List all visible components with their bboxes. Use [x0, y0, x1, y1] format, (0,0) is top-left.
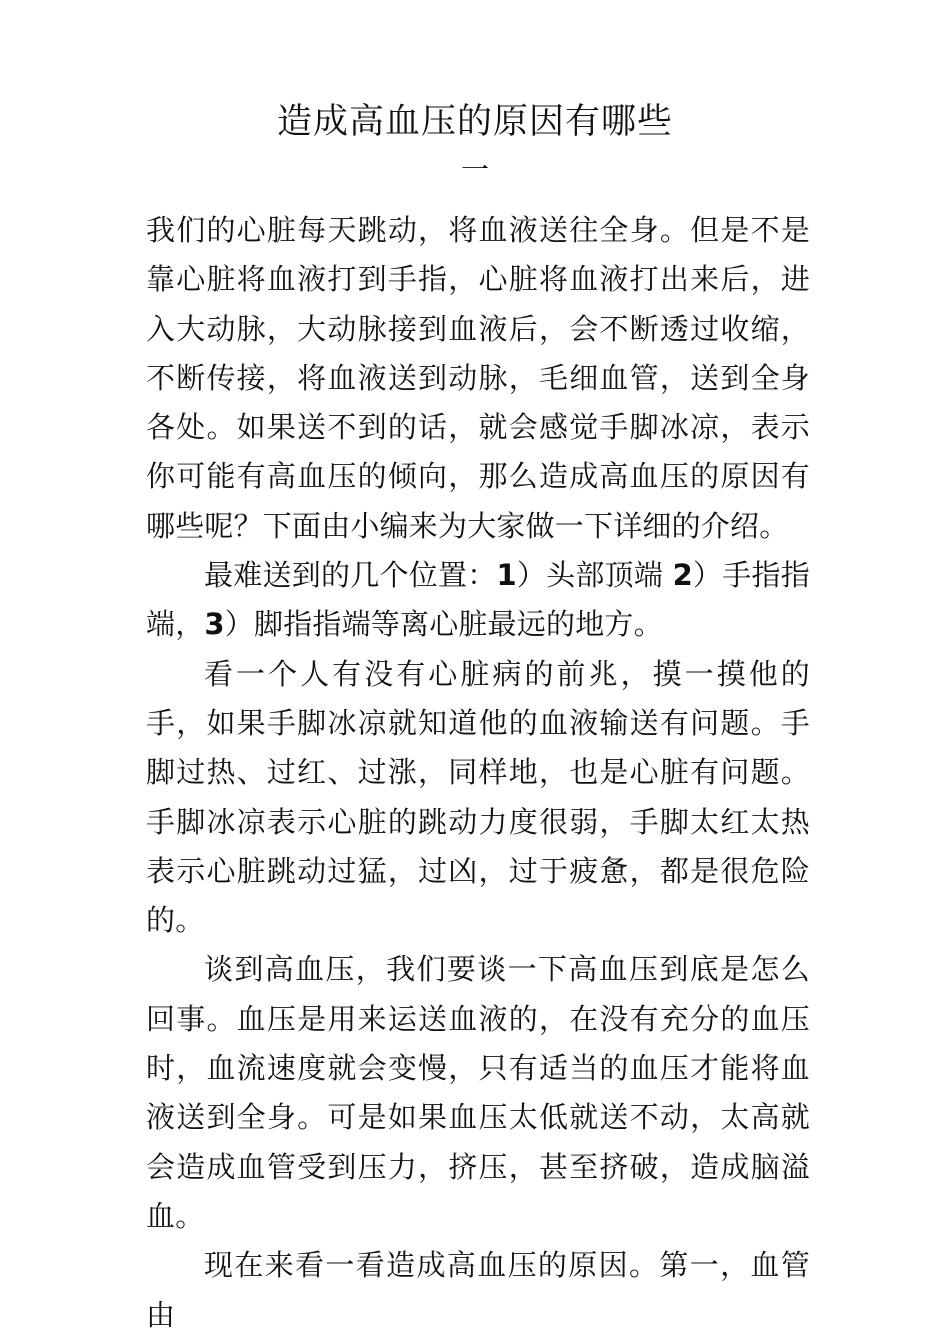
list-number-1: 1: [496, 558, 517, 593]
list-number-3: 3: [204, 607, 225, 642]
paragraph-1: 我们的心脏每天跳动，将血液送往全身。但是不是靠心脏将血液打到手指，心脏将血液打出来后，进入大动脉，大动脉接到血液后，会不断透过收缩，不断传接，将血液送到动脉，毛细血管，送到全身各处。如果送不到的话，就会感觉手脚冰凉，表示你可能有高血压的倾向，那么造成高血压的原因有哪些呢？下面由小编来为大家做一下详细的介绍。: [146, 213, 810, 543]
paragraph-4: 谈到高血压，我们要谈一下高血压到底是怎么回事。血压是用来运送血液的，在没有充分的血压时，血流速度就会变慢，只有适当的血压才能将血液送到全身。可是如果血压太低就送不动，太高就会造成血管受到压力，挤压，甚至挤破，造成脑溢血。: [146, 952, 810, 1233]
document-body: [146, 206, 810, 1340]
paragraph-2-part: ）脚指指端等离心脏最远的地方。: [224, 607, 663, 642]
document-title: 造成高血压的原因有哪些: [276, 102, 673, 142]
section-number: 一: [460, 153, 489, 186]
list-number-2: 2: [672, 558, 693, 593]
paragraph-2: [146, 551, 810, 650]
paragraph-2-part: ）手指指端，: [146, 558, 810, 642]
paragraph-2-part: ）头部顶端: [516, 558, 673, 593]
paragraph-2-part: 最难送到的几个位置：: [204, 558, 497, 593]
paragraph-3: 看一个人有没有心脏病的前兆，摸一摸他的手，如果手脚冰凉就知道他的血液输送有问题。手脚过热、过红、过涨，同样地，也是心脏有问题。手脚冰凉表示心脏的跳动力度很弱，手脚太红太热表示心脏跳动过猛，过凶，过于疲惫，都是很危险的。: [146, 656, 810, 938]
paragraph-5: 现在来看一看造成高血压的原因。第一，血管由: [146, 1248, 810, 1332]
